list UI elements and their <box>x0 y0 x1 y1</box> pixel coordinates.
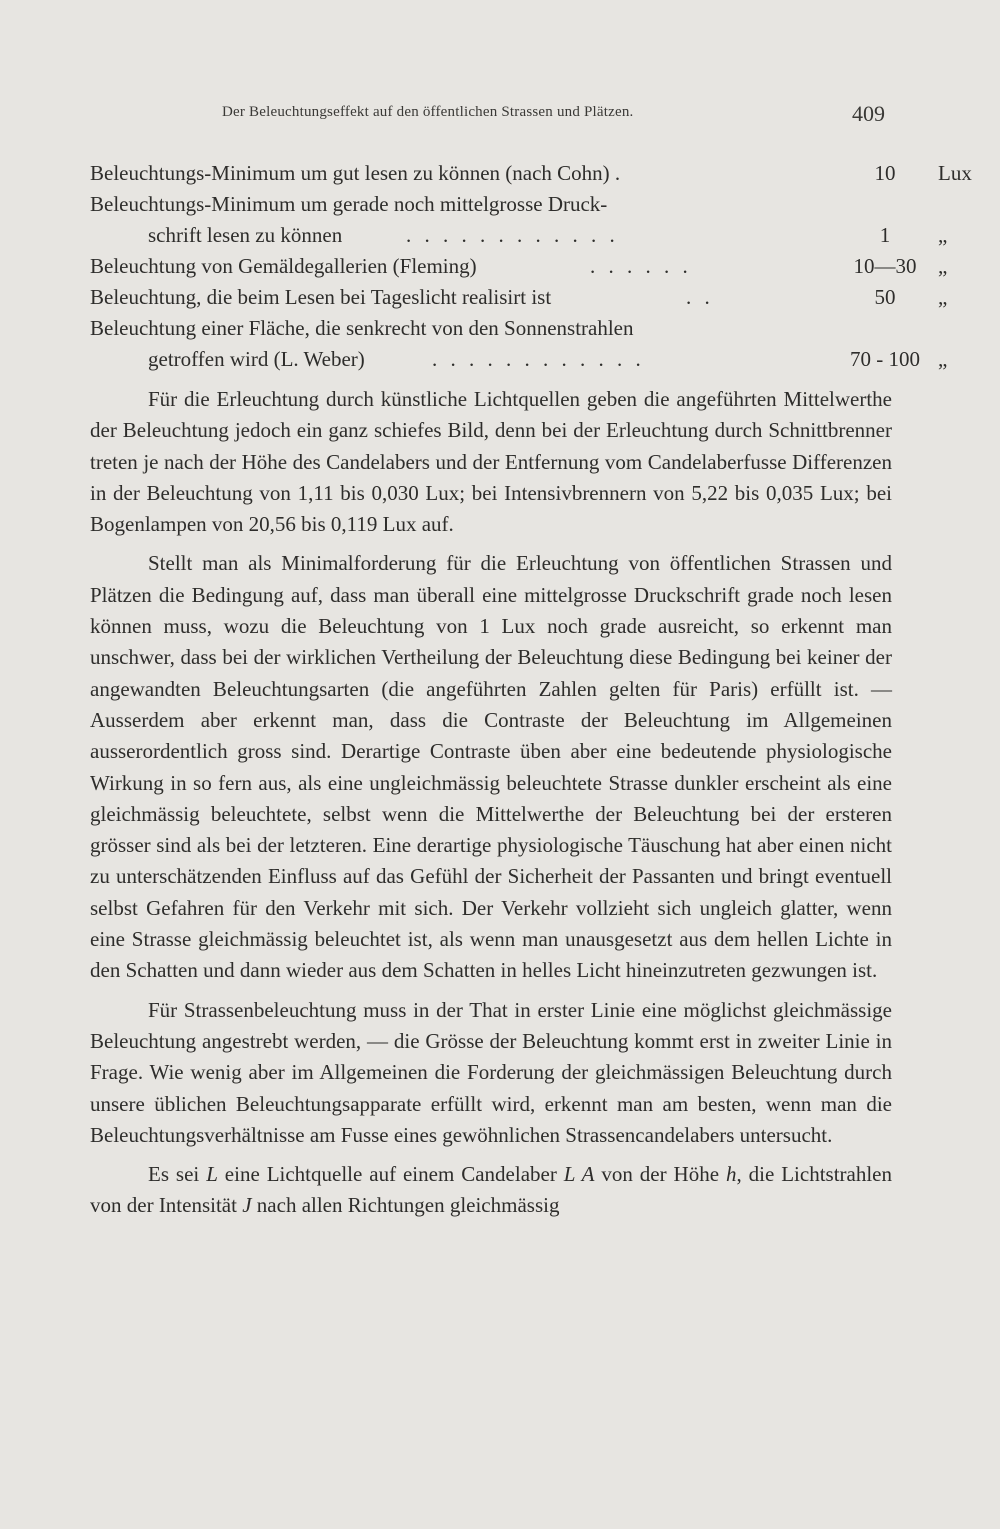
illumination-table <box>90 158 972 375</box>
row-unit: „ <box>938 254 948 278</box>
running-header: Der Beleuchtungseffekt auf den öffentlichen Strassen und Plätzen. <box>222 104 634 120</box>
math-symbol: L <box>206 1162 218 1187</box>
table-row <box>90 189 910 220</box>
leader-dots: . . <box>686 285 714 309</box>
row-unit: Lux <box>938 161 972 185</box>
math-symbol: J <box>242 1193 252 1218</box>
table-row <box>90 282 948 313</box>
row-label: Beleuchtungs-Minimum um gut lesen zu können (nach Cohn) . <box>90 161 621 185</box>
table-row <box>90 251 948 282</box>
table-row <box>90 313 910 344</box>
table-row <box>90 158 972 189</box>
row-label: Beleuchtung von Gemäldegallerien (Fleming) <box>90 254 477 278</box>
paragraph: Stellt man als Minimalforderung für die Erleuchtung von öffentlichen Strassen und Plätzen die Bedingung auf, dass man überall eine mittelgrosse Druckschrift grade noch lesen können muss, wozu die Beleuchtung von 1 Lux noch grade ausreicht, so erkennt man unschwer, dass bei der wirklichen Vertheilung der Beleuchtung diese Bedingung bei keiner der angewandten Beleuchtungsarten (die angeführten Zahlen gelten für Paris) erfüllt ist. — Ausserdem aber erkennt man, dass die Contraste der Beleuchtung im Allgemeinen ausserordentlich gross sind. Derartige Contraste üben aber eine bedeutende physiologische Wirkung in so fern aus, als eine ungleichmässig beleuchtete Strasse dunkler erscheint als eine gleichmässig beleuchtete, selbst wenn die Mittelwerthe der Beleuchtung bei der ersteren grösser sind als bei der letzteren. Eine derartige physiologische Täuschung hat aber einen nicht zu unterschätzenden Einfluss auf das Gefühl der Sicherheit der Passanten und bringt eventuell selbst Gefahren für den Verkehr mit sich. Der Verkehr vollzieht sich ungleich glatter, wenn eine Strasse gleichmässig beleuchtet ist, als wenn man unausgesetzt aus dem hellen Lichte in den Schatten und dann wieder aus dem Schatten in helles Licht hineinzutreten gezwungen ist. <box>90 551 892 983</box>
row-value: 10—30 <box>853 254 917 278</box>
row-value: 50 <box>874 285 896 309</box>
row-unit: „ <box>938 285 948 309</box>
row-label: getroffen wird (L. Weber) <box>148 347 365 371</box>
row-unit: „ <box>938 347 948 371</box>
text-run: eine Lichtquelle auf einem Candelaber <box>217 1162 564 1187</box>
page-number: 409 <box>852 101 885 126</box>
row-label: schrift lesen zu können <box>148 223 343 247</box>
paragraph: Für Strassenbeleuchtung muss in der That in erster Linie eine möglichst gleichmässige Beleuchtung angestrebt werden, — die Grösse der Beleuchtung kommt erst in zweiter Linie in Frage. Wie wenig aber im Allgemeinen die Forderung der gleichmässigen Beleuchtung durch unsere üblichen Beleuchtungsapparate erfüllt wird, erkennt man am besten, wenn man die Beleuchtungsverhältnisse am Fusse eines gewöhnlichen Strassencandelabers untersucht. <box>90 997 892 1147</box>
math-symbol: L A <box>563 1162 595 1187</box>
math-symbol: h <box>725 1162 737 1187</box>
text-run: von der Höhe <box>594 1162 726 1187</box>
row-label: Beleuchtung einer Fläche, die senkrecht von den Sonnenstrahlen <box>90 316 634 340</box>
row-unit: „ <box>938 223 948 247</box>
paragraph: Für die Erleuchtung durch künstliche Lichtquellen geben die angeführten Mittelwerthe der Beleuchtung jedoch ein ganz schiefes Bild, denn bei der Erleuchtung durch Schnittbrenner treten je nach der Höhe des Candelabers und der Entfernung vom Candelaberfusse Differenzen in der Beleuchtung von 1,11 bis 0,030 Lux; bei Intensivbrennern von 5,22 bis 0,035 Lux; bei Bogenlampen von 20,56 bis 0,119 Lux auf. <box>90 387 892 537</box>
row-value: 70 - 100 <box>850 347 920 371</box>
paragraph-last <box>90 1159 892 1222</box>
leader-dots: . . . . . . <box>590 254 692 278</box>
text-run: , die Lichtstrahlen von der Intensität <box>90 1162 892 1218</box>
leader-dots: . . . . . . . . . . . . <box>406 223 619 247</box>
table-row <box>90 220 948 251</box>
leader-dots: . . . . . . . . . . . . <box>432 347 645 371</box>
row-value: 1 <box>879 223 891 247</box>
row-label: Beleuchtungs-Minimum um gerade noch mittelgrosse Druck- <box>90 192 608 216</box>
text-run: nach allen Richtungen gleichmässig <box>251 1193 560 1218</box>
body-text <box>90 384 892 1222</box>
text-run: Es sei <box>148 1162 207 1187</box>
table-row <box>90 344 948 375</box>
row-value: 10 <box>874 161 896 185</box>
row-label: Beleuchtung, die beim Lesen bei Tageslicht realisirt ist <box>90 285 552 309</box>
